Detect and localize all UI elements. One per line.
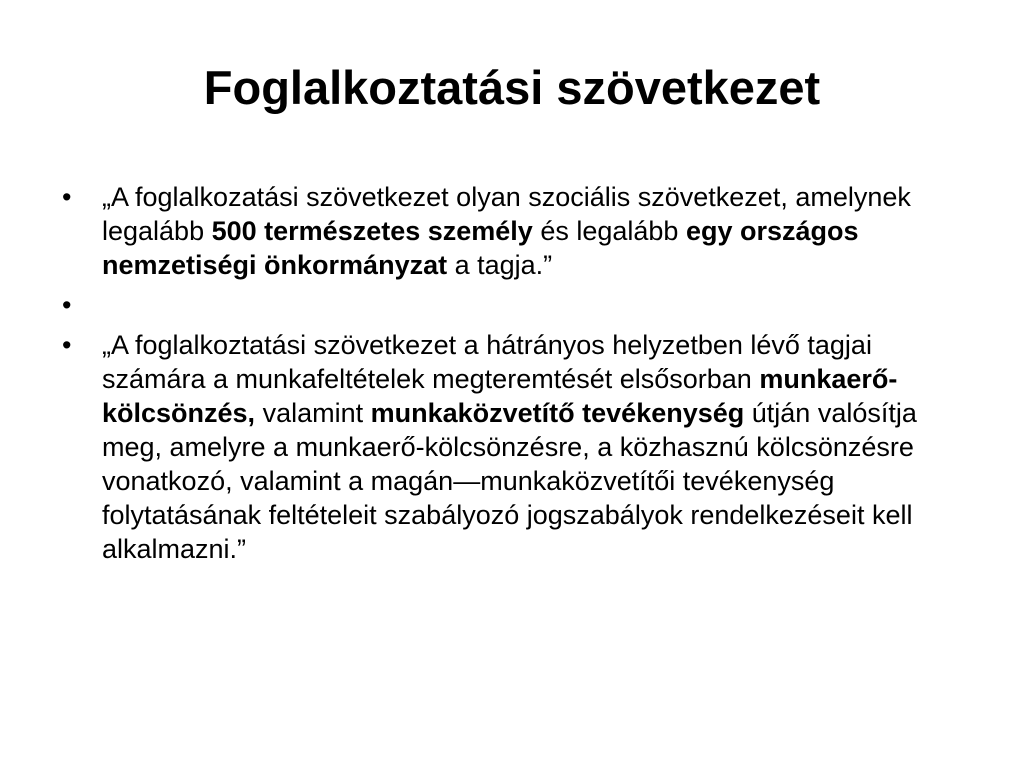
bold-text-run: munkaerő-kölcsönzés,: [102, 364, 898, 428]
bullet-item-activities: [56, 328, 976, 566]
bullet-icon: •: [62, 182, 72, 212]
bullet-item-definition: [56, 180, 976, 282]
text-run: a tagja.”: [447, 250, 553, 280]
text-run: valamint: [255, 398, 371, 428]
bold-text-run: 500 természetes személy: [211, 216, 533, 246]
bullet-icon: •: [62, 290, 72, 320]
bold-text-run: munkaközvetítő tevékenység: [370, 398, 745, 428]
bullet-list: [56, 180, 976, 572]
bullet-text: [102, 330, 917, 564]
text-run: „A foglalkozatási szövetkezet olyan szociális szövetkezet, amelynek legalább: [102, 182, 911, 246]
text-run: útján valósítja meg, amelyre a munkaerő-kölcsönzésre, a közhasznú kölcsönzésre vonatkozó, valamint a magán—munkaközvetítői tevékenység folytatásának feltételeit szabályozó jogszabályok rendelkezéseit kell alkalmazni.”: [102, 398, 917, 564]
text-run: „A foglalkoztatási szövetkezet a hátrányos helyzetben lévő tagjai számára a munkafeltételek megteremtését elsősorban: [102, 330, 872, 394]
bold-text-run: egy országos nemzetiségi önkormányzat: [102, 216, 859, 280]
text-run: és legalább: [532, 216, 686, 246]
bullet-text: [102, 182, 911, 280]
slide-title: Foglalkoztatási szövetkezet: [203, 61, 821, 114]
bullet-item-empty: [56, 288, 976, 322]
bullet-icon: •: [62, 330, 72, 360]
